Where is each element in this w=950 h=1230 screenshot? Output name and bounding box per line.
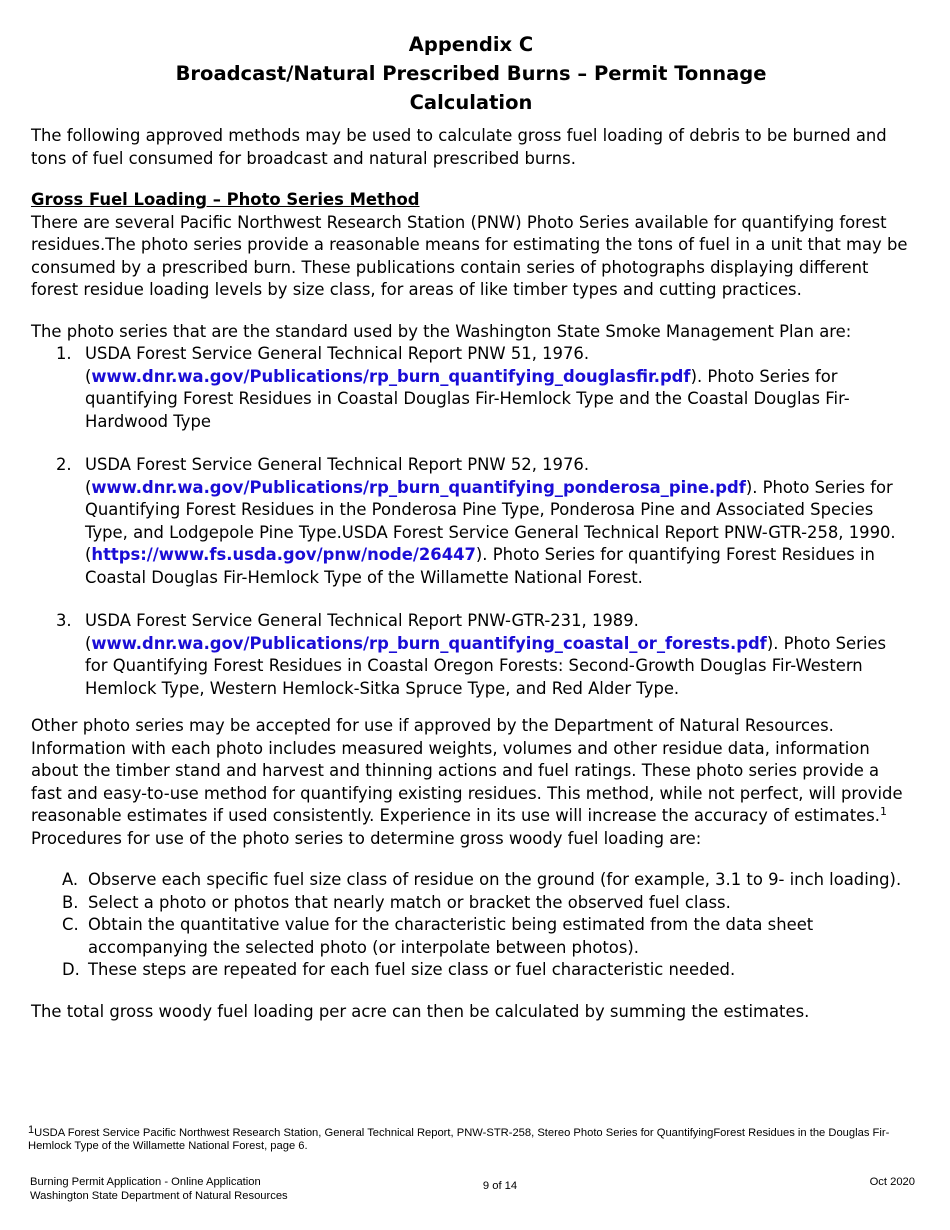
step-letter: A. (62, 870, 79, 889)
reference-item: 3. USDA Forest Service General Technical Report PNW-GTR-231, 1989. (www.dnr.wa.gov/Publications/rp_burn_quantifying_coastal_or_forests.pdf). Photo Series for Quantifying Forest Residues in Coastal Oregon Forests: Second-Growth Douglas Fir-Western Hemlock Type, Western Hemlock-Sitka Spruce Type, and Red Alder Type. (56, 611, 886, 698)
footer-date: Oct 2020 (869, 1176, 915, 1188)
list-number: 2. (56, 455, 72, 474)
reference-title: USDA Forest Service General Technical Report PNW-GTR-231, 1989. (85, 611, 639, 630)
procedure-steps (31, 869, 911, 982)
other-series-text: Other photo series may be accepted for use if approved by the Department of Natural Resources. Information with each photo includes measured weights, volumes and other residue data, information about the timber stand and harvest and thinning actions and fuel ratings. These photo series provide a fast and easy-to-use method for quantifying existing residues. This method, while not perfect, will provide reasonable estimates if used consistently. Experience in its use will increase the accuracy of estimates. (31, 716, 903, 825)
procedures-intro: Procedures for use of the photo series to determine gross woody fuel loading are: (31, 828, 702, 848)
step-letter: C. (62, 915, 79, 934)
list-number: 3. (56, 611, 72, 630)
reference-desc: ). Photo Series for quantifying Forest Residues in Coastal Douglas Fir-Hemlock Type and the Coastal Douglas Fir-Hardwood Type (85, 366, 850, 431)
reference-list (31, 343, 911, 700)
step-text: Observe each specific fuel size class of residue on the ground (for example, 3.1 to 9- inch loading). (88, 870, 902, 889)
reference-desc: ). Photo Series for Quantifying Forest Residues in the Ponderosa Pine Type, Ponderosa Pine and Associated Species Type, and Lodgepole Pine Type.USDA Forest Service General Technical Report PNW-GTR-258, 1990. (85, 477, 896, 542)
footer-app-name: Burning Permit Application - Online Application (30, 1176, 261, 1188)
section-paragraph: There are several Pacific Northwest Research Station (PNW) Photo Series available for quantifying forest residues.The photo series provide a reasonable means for estimating the tons of fuel in a unit that may be consumed by a prescribed burn. These publications contain series of photographs displaying different forest residue loading levels by size class, for areas of like timber types and cutting practices. (31, 212, 908, 299)
procedure-step (31, 914, 911, 959)
section-heading-text: Gross Fuel Loading – Photo Series Method (31, 190, 420, 209)
reference-desc: ). Photo Series for Quantifying Forest Residues in Coastal Oregon Forests: Second-Growth Douglas Fir-Western Hemlock Type, Western Hemlock-Sitka Spruce Type, and Red Alder Type. (85, 633, 886, 698)
document-page (31, 30, 911, 1023)
procedure-step (31, 892, 911, 915)
reference-item: 1. USDA Forest Service General Technical Report PNW 51, 1976. (www.dnr.wa.gov/Publications/rp_burn_quantifying_douglasfir.pdf). Photo Series for quantifying Forest Residues in Coastal Douglas Fir-Hemlock Type and the Coastal Douglas Fir-Hardwood Type (56, 344, 850, 431)
reference-item: 2. USDA Forest Service General Technical Report PNW 52, 1976. (www.dnr.wa.gov/Publications/rp_burn_quantifying_ponderosa_pine.pdf). Photo Series for Quantifying Forest Residues in the Ponderosa Pine Type, Ponderosa Pine and Associated Species Type, and Lodgepole Pine Type.USDA Forest Service General Technical Report PNW-GTR-258, 1990. (https://www.fs.usda.gov/pnw/node/26447). Photo Series for quantifying Forest Residues in Coastal Douglas Fir-Hemlock Type of the Willamette National Forest. (56, 455, 896, 587)
footnote-ref: 1 (879, 805, 887, 818)
intro-paragraph: The following approved methods may be used to calculate gross fuel loading of debris to be burned and tons of fuel consumed for broadcast and natural prescribed burns. (31, 126, 887, 168)
procedure-step (31, 959, 911, 982)
reference-desc: ). Photo Series for quantifying Forest Residues in Coastal Douglas Fir-Hemlock Type of the Willamette National Forest. (85, 545, 875, 587)
footer-agency: Washington State Department of Natural Resources (30, 1190, 288, 1202)
footer-left (30, 1175, 288, 1203)
step-letter: D. (62, 960, 80, 979)
appendix-title: Appendix C (408, 33, 534, 56)
reference-link[interactable]: https://www.fs.usda.gov/pnw/node/26447 (91, 545, 476, 564)
reference-link[interactable]: www.dnr.wa.gov/Publications/rp_burn_quantifying_douglasfir.pdf (91, 366, 691, 386)
reference-title: USDA Forest Service General Technical Report PNW 52, 1976. (85, 455, 590, 474)
document-title-cont: Calculation (409, 91, 533, 114)
closing-paragraph: The total gross woody fuel loading per acre can then be calculated by summing the estimates. (31, 1001, 810, 1021)
standard-intro: The photo series that are the standard used by the Washington State Smoke Management Plan are: (31, 321, 852, 341)
step-text: These steps are repeated for each fuel size class or fuel characteristic needed. (88, 960, 736, 979)
reference-link[interactable]: www.dnr.wa.gov/Publications/rp_burn_quantifying_ponderosa_pine.pdf (91, 477, 746, 497)
step-text: Obtain the quantitative value for the characteristic being estimated from the data sheet accompanying the selected photo (or interpolate between photos). (88, 915, 814, 957)
footnote-mark: 1 (28, 1124, 35, 1136)
section-heading (31, 189, 911, 212)
other-series-paragraph (31, 715, 911, 828)
page-number: 9 of 14 (482, 1180, 518, 1192)
step-letter: B. (62, 892, 79, 912)
footnote-text: USDA Forest Service Pacific Northwest Research Station, General Technical Report, PNW-STR-258, Stereo Photo Series for QuantifyingForest Residues in the Douglas Fir-Hemlock Type of the Willamette National Forest, page 6. (28, 1127, 890, 1152)
document-title: Broadcast/Natural Prescribed Burns – Permit Tonnage (175, 62, 767, 85)
footnote (28, 1124, 918, 1153)
procedure-step (31, 869, 911, 892)
list-number: 1. (56, 344, 72, 363)
step-text: Select a photo or photos that nearly match or bracket the observed fuel class. (88, 892, 731, 912)
reference-title: USDA Forest Service General Technical Report PNW 51, 1976. (85, 344, 590, 363)
reference-link[interactable]: www.dnr.wa.gov/Publications/rp_burn_quantifying_coastal_or_forests.pdf (91, 633, 767, 653)
